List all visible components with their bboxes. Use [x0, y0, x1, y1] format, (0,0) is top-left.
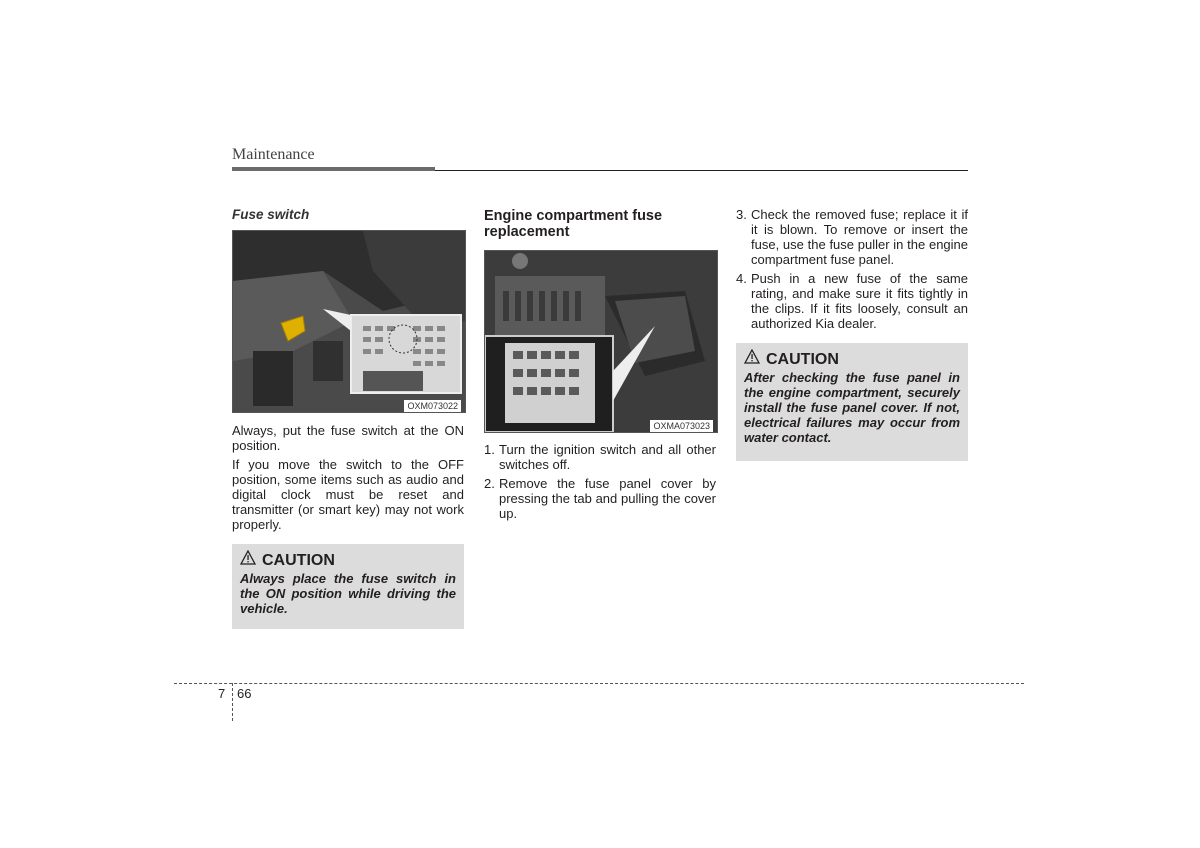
chapter-number: 7	[218, 686, 226, 701]
footer-divider	[232, 683, 233, 721]
fuse-switch-paragraph-1: Always, put the fuse switch at the ON position.	[232, 423, 464, 453]
fuse-switch-subheading: Fuse switch	[232, 207, 310, 222]
header-rule-accent	[232, 167, 435, 171]
caution-title: CAUTION	[766, 350, 839, 368]
engine-fuse-steps-list	[484, 442, 716, 521]
list-item: 2. Remove the fuse panel cover by pressing the tab and pulling the cover up.	[484, 476, 716, 521]
warning-triangle-icon	[240, 550, 256, 571]
middle-column	[484, 208, 716, 525]
engine-fuse-heading: Engine compartment fuse replacement	[484, 208, 663, 240]
fuse-replacement-steps-list	[736, 207, 968, 331]
list-item: 1. Turn the ignition switch and all other switches off.	[484, 442, 716, 472]
fuse-switch-paragraph-2: If you move the switch to the OFF position, some items such as audio and digital clock must be reset and transmitter (or smart key) may not work properly.	[232, 457, 464, 532]
engine-fuse-caution-box	[736, 343, 968, 461]
warning-triangle-icon	[744, 349, 760, 370]
fuse-switch-caution-box	[232, 544, 464, 629]
list-item: 4. Push in a new fuse of the same rating, and make sure it fits tightly in the clips. If it fits loosely, consult an authorized Kia dealer.	[736, 271, 968, 331]
engine-fuse-photo	[484, 250, 718, 433]
right-column	[736, 207, 968, 461]
engine-compartment-illustration	[485, 251, 717, 432]
caution-body: After checking the fuse panel in the engine compartment, securely install the fuse panel cover. If not, electrical failures may occur from water contact.	[744, 370, 960, 445]
caution-body: Always place the fuse switch in the ON position while driving the vehicle.	[240, 571, 456, 616]
fuse-switch-illustration	[233, 231, 465, 412]
footer-rule	[174, 683, 1024, 684]
page-header-title: Maintenance	[232, 146, 315, 163]
list-item: 3. Check the removed fuse; replace it if it is blown. To remove or insert the fuse, use the fuse puller in the engine compartment fuse panel.	[736, 207, 968, 267]
left-column	[232, 207, 464, 629]
caution-title: CAUTION	[262, 551, 335, 569]
fuse-switch-photo	[232, 230, 466, 413]
page-number: 66	[237, 686, 252, 701]
engine-fuse-photo-caption: OXMA073023	[650, 420, 713, 432]
fuse-switch-photo-caption: OXM073022	[404, 400, 461, 412]
